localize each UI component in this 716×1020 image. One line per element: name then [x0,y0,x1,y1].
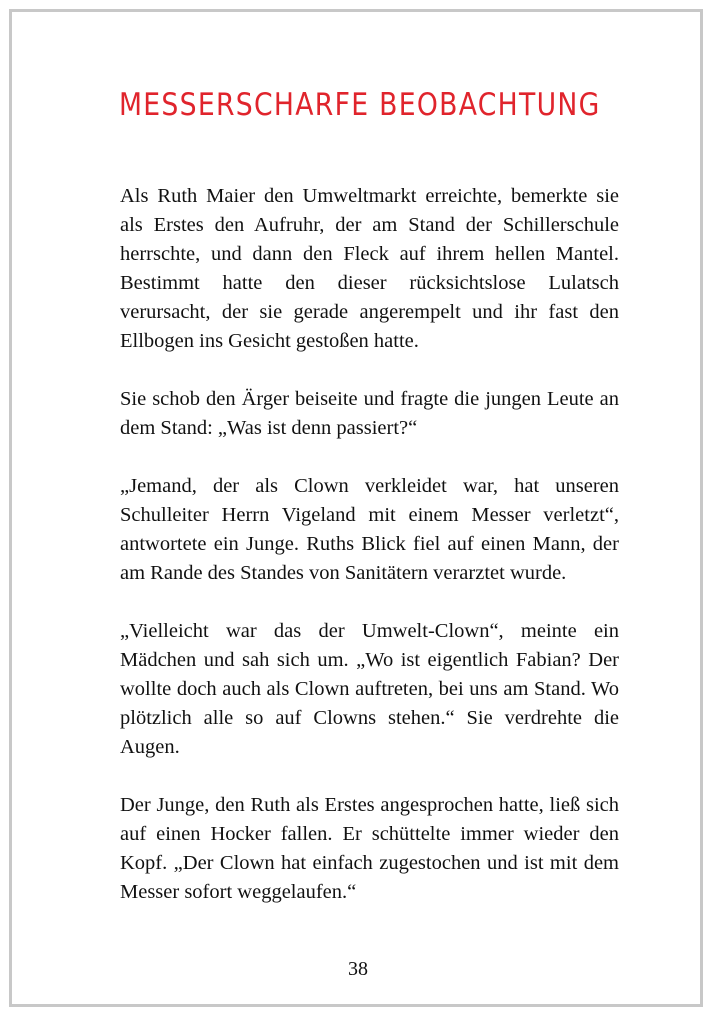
chapter-title: MESSERSCHARFE BEOBACHTUNG [119,87,601,123]
paragraph: „Jemand, der als Clown verkleidet war, hat unseren Schulleiter Herrn Vigeland mit einem Messer verletzt“, antwortete ein Junge. Ruths Blick fiel auf einen Mann, der am Rande des Standes von Sanitätern verarztet wurde. [120,475,619,584]
page-frame [9,9,703,1007]
paragraph: Der Junge, den Ruth als Erstes angesprochen hatte, ließ sich auf einen Hocker fallen. Er schüttelte immer wieder den Kopf. „Der Clown hat einfach zugestochen und ist mit dem Messer sofort weggelaufen.“ [120,794,619,903]
paragraph: „Vielleicht war das der Umwelt-Clown“, meinte ein Mädchen und sah sich um. „Wo ist eigentlich Fabian? Der wollte doch auch als Clown auftreten, bei uns am Stand. Wo plötzlich alle so auf Clowns stehen.“ Sie verdrehte die Augen. [120,620,619,758]
paragraph: Sie schob den Ärger beiseite und fragte die jungen Leute an dem Stand: „Was ist denn passiert?“ [120,388,619,439]
body-text [120,182,619,936]
page-number: 38 [348,958,368,980]
paragraph: Als Ruth Maier den Umweltmarkt erreichte, bemerkte sie als Erstes den Aufruhr, der am Stand der Schillerschule herrschte, und dann den Fleck auf ihrem hellen Mantel. Bestimmt hatte den dieser rücksichtslose Lulatsch verursacht, der sie gerade angerempelt und ihr fast den Ellbogen ins Gesicht gestoßen hatte. [120,185,619,352]
